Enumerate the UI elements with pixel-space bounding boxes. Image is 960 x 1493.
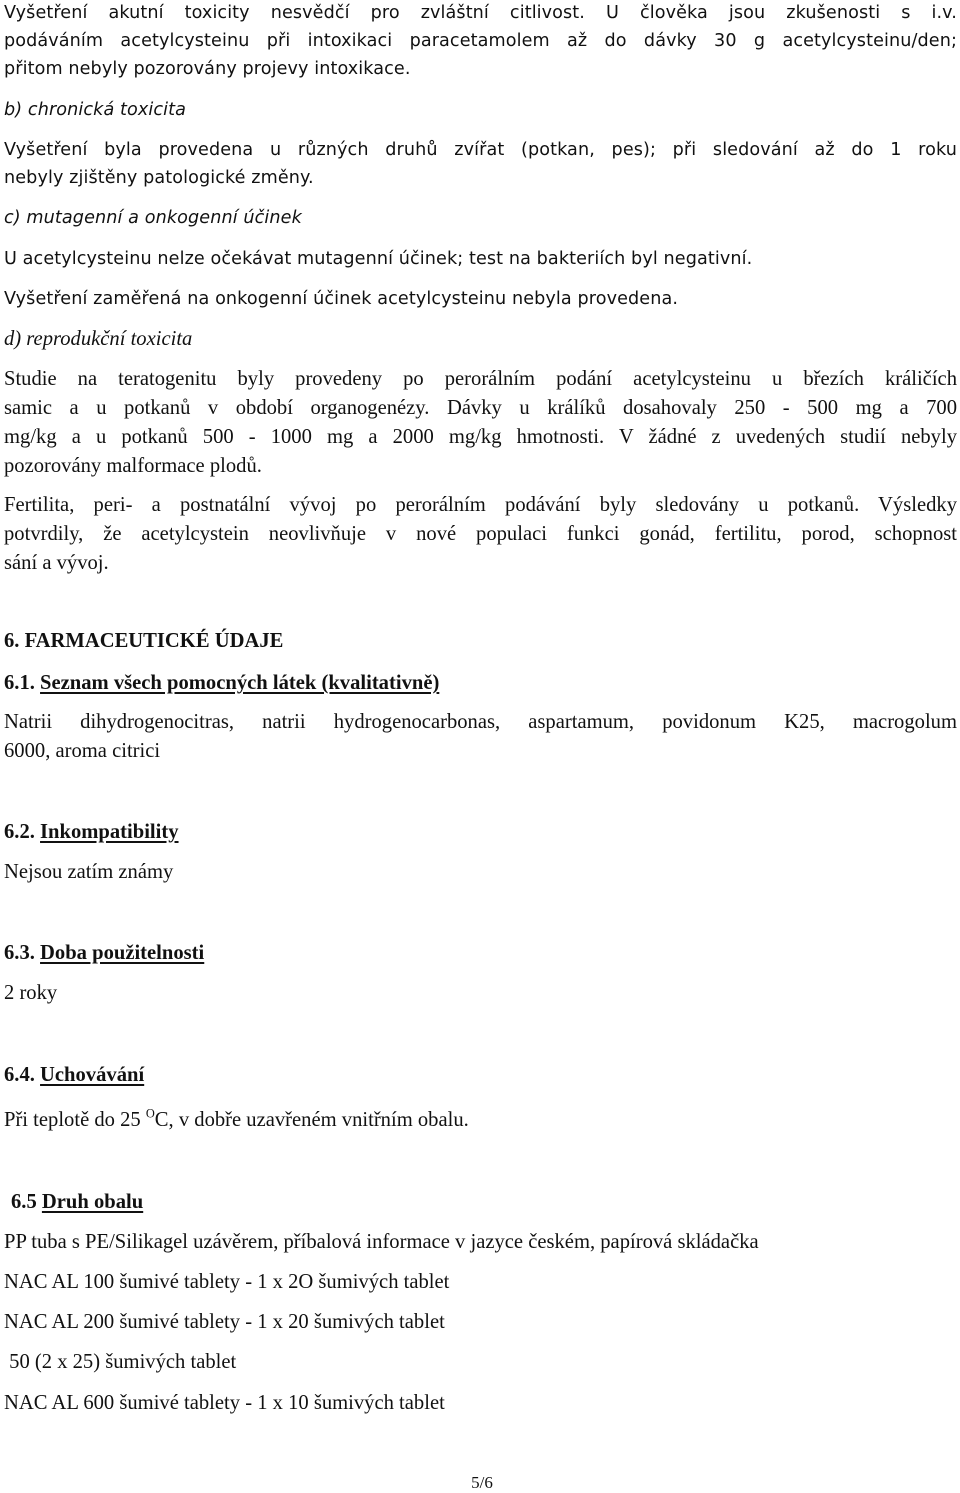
excipients-line-2: 6000, aroma citrici xyxy=(4,740,161,762)
storage-heading xyxy=(4,1061,957,1090)
acute-line-2: podáváním acetylcysteinu při intoxikaci paracetamolem až do dávky 30 g acetylcysteinu/den; xyxy=(4,31,957,51)
incompatibilities-number: 6.2. xyxy=(4,821,35,843)
shelf-life-heading xyxy=(4,939,957,968)
acute-line-3: přitom nebyly pozorovány projevy intoxikace. xyxy=(4,59,411,79)
reproductive-paragraph xyxy=(4,365,957,481)
storage-text-after: C, v dobře uzavřeném vnitřním obalu. xyxy=(154,1109,469,1131)
container-line-3: NAC AL 200 šumivé tablety - 1 x 20 šumivých tablet xyxy=(4,1311,445,1333)
excipients-line-1: Natrii dihydrogenocitras, natrii hydrogenocarbonas, aspartamum, povidonum K25, macrogolum xyxy=(4,711,957,733)
shelf-life-title: Doba použitelnosti xyxy=(40,942,205,964)
incompatibilities-heading xyxy=(4,818,957,847)
mutagenic-text-1: U acetylcysteinu nelze očekávat mutagenní účinek; test na bakteriích byl negativní. xyxy=(4,249,753,269)
storage-text xyxy=(4,1106,957,1135)
container-line-4: 50 (2 x 25) šumivých tablet xyxy=(4,1351,237,1373)
container-title: Druh obalu xyxy=(41,1191,144,1213)
fertility-line-1: Fertilita, peri- a postnatální vývoj po perorálním podávání byly sledovány u potkanů. Výsledky xyxy=(4,494,957,516)
storage-text-before: Při teplotě do 25 xyxy=(4,1109,146,1131)
section-6-title: 6. FARMACEUTICKÉ ÚDAJE xyxy=(4,630,284,652)
page-number: 5/6 xyxy=(471,1473,493,1492)
fertility-line-2: potvrdily, že acetylcystein neovlivňuje v nové populaci funkci gonád, fertilitu, porod, schopnost xyxy=(4,523,957,545)
storage-number: 6.4. xyxy=(4,1064,35,1086)
acute-line-1: Vyšetření akutní toxicity nesvědčí pro zvláštní citlivost. U člověka jsou zkušenosti s i.v. xyxy=(4,3,957,23)
incompatibilities-title: Inkompatibility xyxy=(40,821,179,843)
mutagenic-text-2: Vyšetření zaměřená na onkogenní účinek acetylcysteinu nebyla provedena. xyxy=(4,289,679,309)
chronic-toxicity-paragraph xyxy=(4,136,957,192)
chronic-toxicity-heading: b) chronická toxicita xyxy=(4,100,187,120)
chronic-line-2: nebyly zjištěny patologické změny. xyxy=(4,168,314,188)
shelf-life-text: 2 roky xyxy=(4,982,58,1004)
container-heading xyxy=(11,1188,960,1217)
container-line-2: NAC AL 100 šumivé tablety - 1 x 2O šumivých tablet xyxy=(4,1271,450,1293)
excipients-heading xyxy=(4,669,957,698)
storage-title: Uchovávání xyxy=(40,1064,145,1086)
incompatibilities-text: Nejsou zatím známy xyxy=(4,861,174,883)
excipients-title: Seznam všech pomocných látek (kvalitativně) xyxy=(40,672,440,694)
reproductive-line-4: pozorovány malformace plodů. xyxy=(4,455,262,477)
mutagenic-heading: c) mutagenní a onkogenní účinek xyxy=(4,208,302,228)
fertility-paragraph xyxy=(4,491,957,578)
container-line-5: NAC AL 600 šumivé tablety - 1 x 10 šumivých tablet xyxy=(4,1392,445,1414)
shelf-life-number: 6.3. xyxy=(4,942,35,964)
excipients-number: 6.1. xyxy=(4,672,35,694)
degree-symbol: O xyxy=(145,1106,155,1121)
excipients-paragraph xyxy=(4,708,957,766)
reproductive-line-2: samic a u potkanů v období organogenézy. Dávky u králíků dosahovaly 250 - 500 mg a 700 xyxy=(4,397,957,419)
fertility-line-3: sání a vývoj. xyxy=(4,552,109,574)
container-number: 6.5 xyxy=(11,1191,37,1213)
container-line-1: PP tuba s PE/Silikagel uzávěrem, příbalová informace v jazyce českém, papírová skládačka xyxy=(4,1231,759,1253)
reproductive-heading: d) reprodukční toxicita xyxy=(4,328,193,350)
acute-toxicity-paragraph xyxy=(4,0,957,83)
chronic-line-1: Vyšetření byla provedena u různých druhů zvířat (potkan, pes); při sledování až do 1 roku xyxy=(4,140,957,160)
reproductive-line-3: mg/kg a u potkanů 500 - 1000 mg a 2000 mg/kg hmotnosti. V žádné z uvedených studií nebyly xyxy=(4,426,957,448)
reproductive-line-1: Studie na teratogenitu byly provedeny po perorálním podání acetylcysteinu u březích králičích xyxy=(4,368,957,390)
